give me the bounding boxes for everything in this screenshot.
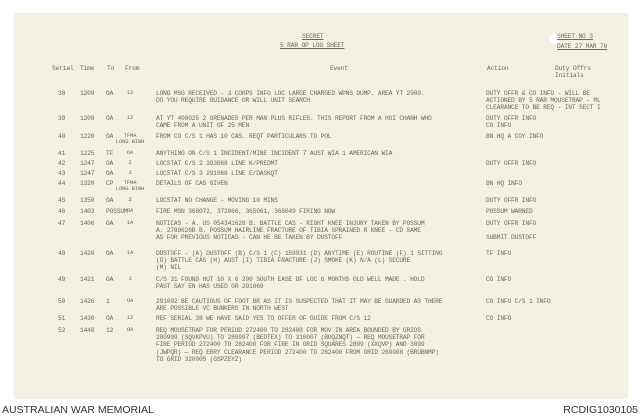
time-cell: 1421 xyxy=(80,276,95,283)
event-cell: LOCSTAT C/S 3 291068 LINE E/DASKQT xyxy=(156,170,278,177)
from-cell: 1A xyxy=(126,219,134,226)
to-cell: OA xyxy=(106,250,114,257)
col-serial: Serial xyxy=(52,65,74,72)
to-cell: POSSUM xyxy=(106,208,128,215)
event-cell: LONG MSG RECEIVED - 3 CORPS INFO LOC LARGE CHARGED WPNS DUMP. AREA YT 2900. DO YOU REQUIRE GUIDANCE OR WILL UNIT SEARCH xyxy=(156,90,425,105)
from-cell: 12 xyxy=(126,89,134,96)
serial-cell: 52 xyxy=(58,327,66,334)
col-time: Time xyxy=(80,65,95,72)
col-action: Action xyxy=(487,65,509,72)
from-cell: OA xyxy=(126,149,134,156)
to-cell: OA xyxy=(106,220,114,227)
from-cell: 3 xyxy=(128,169,132,176)
to-cell: OA xyxy=(106,276,114,283)
action-cell: TF INFO xyxy=(486,250,512,257)
serial-cell: 39 xyxy=(58,115,66,122)
from-cell: 12 xyxy=(126,314,134,321)
doc-classification: SECRET xyxy=(302,33,324,40)
col-duty-initials: Duty Offrs Initials xyxy=(555,65,591,80)
action-cell: DUTY OFFR INFO xyxy=(486,197,537,204)
action-cell: CO INFO C/S 1 INFO xyxy=(486,298,551,305)
col-to: To xyxy=(107,65,115,72)
action-cell: CO INFO xyxy=(486,315,512,322)
to-cell: OA xyxy=(106,197,114,204)
event-cell: 291092 BE CAUTIOUS OF FOOT BR AS IT IS SUSPECTED THAT IT MAY BE GUARDED AS THERE ARE POSSIBLE VC BUNKERS IN NORTH WEST xyxy=(156,298,443,313)
serial-cell: 50 xyxy=(58,298,66,305)
serial-cell: 47 xyxy=(58,220,66,227)
event-cell: ANYTHING ON C/S 1 INCIDENT/MINE INCIDENT 7 AUST WIA 1 AMERICAN WIA xyxy=(156,150,393,157)
from-cell: OA xyxy=(126,207,134,214)
to-cell: OA xyxy=(106,115,114,122)
action-cell: DUTY OFFR INFO CO INFO xyxy=(486,115,537,130)
event-cell: FIRE MSN 368072, 372066, 365061, 368049 FIRING NOW xyxy=(156,208,335,215)
time-cell: 1406 xyxy=(80,220,95,227)
time-cell: 1426 xyxy=(80,298,95,305)
serial-cell: 42 xyxy=(58,160,66,167)
to-cell: 12 xyxy=(106,327,114,334)
time-cell: 1247 xyxy=(80,170,95,177)
from-cell: OA xyxy=(126,297,134,304)
doc-title: 5 RAR OP LOG SHEET xyxy=(280,42,345,49)
col-from: From xyxy=(125,65,140,72)
serial-cell: 51 xyxy=(58,315,66,322)
to-cell: OA xyxy=(106,90,114,97)
to-cell: OA xyxy=(106,170,114,177)
event-cell: FROM CO C/S 1 HAS 10 CAS. REQT PARTICULARS TO POL xyxy=(156,133,332,140)
serial-cell: 48 xyxy=(58,250,66,257)
time-cell: 1209 xyxy=(80,90,95,97)
action-cell: DUTY OFFR INFO SUBMIT DUSTOFF xyxy=(486,220,537,242)
action-cell: DUTY OFFR & CO INFO - WILL BE ACTIONED BY 5 RAR MOUSETRAP - ML CLEARANCE TO BE REQ - INT SECT I xyxy=(486,90,601,112)
time-cell: 1420 xyxy=(80,250,95,257)
from-cell: TFMA LONG BINH xyxy=(115,179,145,192)
event-cell: NOTICAS - A. US 054341628 B. BATTLE CAS - RIGHT KNEE INJURY TAKEN BY POSSUM A. 2789626B B. POSSUM HAIRLINE FRACTURE OF TIBIA SPRAINED R KNEE - CD SAME AS FOR PREVIOUS NOTICAS - CAN HE BE TAKEN BY DUSTOFF xyxy=(156,220,425,242)
event-cell: AT YT 400025 2 GRENADES PER MAN PLUS RIFLES. THIS REPORT FROM A HOI CHANH WHO CAME FROM A UNIT OF 25 MEN xyxy=(156,115,432,130)
action-cell: POSSUM WARNED xyxy=(486,208,533,215)
serial-cell: 46 xyxy=(58,208,66,215)
serial-cell: 44 xyxy=(58,180,66,187)
event-cell: DUSTOFF - (A) DUSTOFF (B) C/S 1 (C) 159931 (D) ANYTIME (E) ROUTINE (F) 1 SITTING (G) BATTLE CAS (H) AUST (I) TIBIA FRACTURE (J) SMOKE (K) N/A (L) SECURE (M) NIL xyxy=(156,250,443,272)
sheet-number: SHEET NO 3 xyxy=(557,33,593,40)
serial-cell: 38 xyxy=(58,90,66,97)
serial-cell: 45 xyxy=(58,197,66,204)
event-cell: C/S 31 FOUND HUT 10 X 6 200 SOUTH EASE OF LOC 6 MONTHS OLD WELL MADE . HOLD PAST SAY EN HAS USED GR 291069 xyxy=(156,276,425,291)
serial-cell: 40 xyxy=(58,133,66,140)
to-cell: CP xyxy=(106,180,114,187)
to-cell: TF xyxy=(106,150,114,157)
to-cell: OA xyxy=(106,160,114,167)
action-cell: DUTY OFFR INFO xyxy=(486,160,537,167)
event-cell: LOCSTAT C/S 2 393068 LINE K/PREDMT xyxy=(156,160,278,167)
to-cell: OA xyxy=(106,315,114,322)
sheet-date: DATE 27 MAR 70 xyxy=(557,43,608,50)
time-cell: 1225 xyxy=(80,150,95,157)
from-cell: 1A xyxy=(126,249,134,256)
event-cell: REF SERIAL 38 WE HAVE SAID YES TO OFFER OF GUIDE FROM C/S 12 xyxy=(156,315,371,322)
serial-cell: 41 xyxy=(58,150,66,157)
from-cell: OA xyxy=(126,326,134,333)
time-cell: 1403 xyxy=(80,208,95,215)
serial-cell: 43 xyxy=(58,170,66,177)
action-cell: CO INFO xyxy=(486,276,512,283)
time-cell: 1220 xyxy=(80,133,95,140)
time-cell: 1209 xyxy=(80,115,95,122)
time-cell: 1320 xyxy=(80,180,95,187)
footer-id: RCDIG1030105 xyxy=(563,404,638,416)
event-cell: LOCSTAT NO CHANGE - MOVING 10 MINS xyxy=(156,197,278,204)
serial-cell: 49 xyxy=(58,276,66,283)
action-cell: BN HQ A COY INFO xyxy=(486,133,544,140)
action-cell: BN HQ INFO xyxy=(486,180,522,187)
to-cell: OA xyxy=(106,133,114,140)
footer-source: AUSTRALIAN WAR MEMORIAL xyxy=(2,404,154,416)
from-cell: 12 xyxy=(126,114,134,121)
to-cell: 1 xyxy=(106,298,110,305)
from-cell: TFMA LONG BINH xyxy=(115,132,145,145)
event-cell: DETAILS OF CAS GIVEN xyxy=(156,180,228,187)
col-event: Event xyxy=(330,65,348,72)
from-cell: 3 xyxy=(128,275,132,282)
time-cell: 1350 xyxy=(80,197,95,204)
event-cell: REQ MOUSETRAP FOR PERIOD 272400 TO 282400 FOR MOV IN AREA BOUNDED BY GRIDS 280999 (SQVKPVU) TO 280997 (BEDTEX) TO 310007 (BOQZNQT) — REQ MOUSETRAP FOR FIRE PERIOD 272400 TO 282400 FOR FIRE IN GRID SQUARES 2899 (XXQVP) AND 3099 (JWPQR) — REQ ERRY CLEARANCE PERIOD 272400 TO 282400 FROM GRID 260008 (BRUBNMP) TO GRID 320005 (GSPZEYZ) xyxy=(156,327,439,363)
from-cell: 2 xyxy=(128,196,132,203)
time-cell: 1247 xyxy=(80,160,95,167)
time-cell: 1440 xyxy=(80,327,95,334)
from-cell: 2 xyxy=(128,159,132,166)
time-cell: 1430 xyxy=(80,315,95,322)
